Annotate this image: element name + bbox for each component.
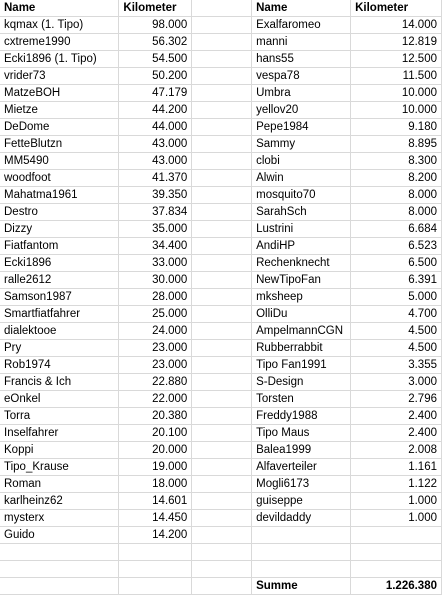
left-kilometer-cell[interactable]: 35.000 [119, 221, 192, 238]
table-row [0, 544, 442, 561]
table-row [0, 578, 442, 595]
empty-cell[interactable] [192, 238, 252, 255]
right-kilometer-cell[interactable]: 12.500 [351, 51, 442, 68]
empty-cell[interactable] [351, 544, 442, 561]
left-name-cell[interactable]: Ecki1896 [0, 255, 119, 272]
table-row [0, 306, 442, 323]
empty-cell[interactable] [0, 578, 119, 595]
table-row [0, 340, 442, 357]
left-kilometer-cell[interactable]: 14.450 [119, 510, 192, 527]
right-name-cell[interactable]: NewTipoFan [252, 272, 351, 289]
right-kilometer-cell[interactable]: 2.008 [351, 442, 442, 459]
right-name-cell[interactable]: Lustrini [252, 221, 351, 238]
right-name-cell[interactable]: hans55 [252, 51, 351, 68]
left-name-cell[interactable]: Destro [0, 204, 119, 221]
header-name-right[interactable]: Name [252, 0, 351, 17]
right-kilometer-cell[interactable]: 6.523 [351, 238, 442, 255]
left-name-cell[interactable]: Fiatfantom [0, 238, 119, 255]
right-kilometer-cell[interactable]: 4.500 [351, 340, 442, 357]
header-name-left[interactable]: Name [0, 0, 119, 17]
left-name-cell[interactable]: eOnkel [0, 391, 119, 408]
table-row [0, 272, 442, 289]
empty-cell[interactable] [192, 68, 252, 85]
empty-cell[interactable] [192, 527, 252, 544]
right-name-cell[interactable]: Balea1999 [252, 442, 351, 459]
empty-cell[interactable] [192, 510, 252, 527]
left-name-cell[interactable]: karlheinz62 [0, 493, 119, 510]
table-row [0, 510, 442, 527]
empty-cell[interactable] [192, 0, 252, 17]
table-row [0, 476, 442, 493]
left-name-cell[interactable]: Mietze [0, 102, 119, 119]
empty-cell[interactable] [192, 391, 252, 408]
table-row [0, 187, 442, 204]
empty-cell[interactable] [252, 527, 351, 544]
right-name-cell[interactable]: Alfaverteiler [252, 459, 351, 476]
empty-cell[interactable] [351, 527, 442, 544]
right-kilometer-cell[interactable]: 6.684 [351, 221, 442, 238]
left-name-cell[interactable]: Ecki1896 (1. Tipo) [0, 51, 119, 68]
empty-cell[interactable] [252, 561, 351, 578]
right-name-cell[interactable]: mosquito70 [252, 187, 351, 204]
empty-cell[interactable] [192, 544, 252, 561]
left-kilometer-cell[interactable]: 20.380 [119, 408, 192, 425]
empty-cell[interactable] [192, 221, 252, 238]
left-kilometer-cell[interactable]: 47.179 [119, 85, 192, 102]
left-kilometer-cell[interactable]: 44.000 [119, 119, 192, 136]
table-row [0, 561, 442, 578]
table-row [0, 102, 442, 119]
right-name-cell[interactable]: mksheep [252, 289, 351, 306]
right-name-cell[interactable]: Sammy [252, 136, 351, 153]
empty-cell[interactable] [192, 17, 252, 34]
table-row [0, 459, 442, 476]
left-name-cell[interactable]: cxtreme1990 [0, 34, 119, 51]
right-name-cell[interactable]: vespa78 [252, 68, 351, 85]
left-name-cell[interactable]: Rob1974 [0, 357, 119, 374]
left-kilometer-cell[interactable]: 56.302 [119, 34, 192, 51]
left-kilometer-cell[interactable]: 30.000 [119, 272, 192, 289]
right-kilometer-cell[interactable]: 10.000 [351, 102, 442, 119]
left-name-cell[interactable]: dialektooe [0, 323, 119, 340]
right-kilometer-cell[interactable]: 3.000 [351, 374, 442, 391]
right-kilometer-cell[interactable]: 1.000 [351, 493, 442, 510]
left-kilometer-cell[interactable]: 50.200 [119, 68, 192, 85]
empty-cell[interactable] [192, 561, 252, 578]
empty-cell[interactable] [119, 561, 192, 578]
left-name-cell[interactable]: Pry [0, 340, 119, 357]
right-name-cell[interactable]: Rubberrabbit [252, 340, 351, 357]
right-kilometer-cell[interactable]: 8.000 [351, 204, 442, 221]
empty-cell[interactable] [0, 544, 119, 561]
left-name-cell[interactable]: Guido [0, 527, 119, 544]
right-name-cell[interactable]: Pepe1984 [252, 119, 351, 136]
table-row [0, 323, 442, 340]
header-row [0, 0, 442, 17]
right-kilometer-cell[interactable]: 8.200 [351, 170, 442, 187]
right-kilometer-cell[interactable]: 9.180 [351, 119, 442, 136]
left-kilometer-cell[interactable]: 34.400 [119, 238, 192, 255]
empty-cell[interactable] [192, 289, 252, 306]
empty-cell[interactable] [192, 204, 252, 221]
right-kilometer-cell[interactable]: 5.000 [351, 289, 442, 306]
right-name-cell[interactable]: Umbra [252, 85, 351, 102]
left-kilometer-cell[interactable]: 25.000 [119, 306, 192, 323]
table-row [0, 289, 442, 306]
summary-total[interactable]: 1.226.380 [351, 578, 442, 595]
left-kilometer-cell[interactable]: 37.834 [119, 204, 192, 221]
left-kilometer-cell[interactable]: 22.880 [119, 374, 192, 391]
table-row [0, 493, 442, 510]
right-name-cell[interactable]: S-Design [252, 374, 351, 391]
right-kilometer-cell[interactable]: 8.000 [351, 187, 442, 204]
left-kilometer-cell[interactable]: 14.200 [119, 527, 192, 544]
left-name-cell[interactable]: Smartfiatfahrer [0, 306, 119, 323]
right-kilometer-cell[interactable]: 8.300 [351, 153, 442, 170]
right-kilometer-cell[interactable]: 1.000 [351, 510, 442, 527]
left-name-cell[interactable]: Koppi [0, 442, 119, 459]
right-name-cell[interactable]: Alwin [252, 170, 351, 187]
right-kilometer-cell[interactable]: 2.796 [351, 391, 442, 408]
left-kilometer-cell[interactable]: 98.000 [119, 17, 192, 34]
left-name-cell[interactable]: Dizzy [0, 221, 119, 238]
right-name-cell[interactable]: Exalfaromeo [252, 17, 351, 34]
right-name-cell[interactable]: Tipo Fan1991 [252, 357, 351, 374]
left-kilometer-cell[interactable]: 28.000 [119, 289, 192, 306]
right-kilometer-cell[interactable]: 2.400 [351, 408, 442, 425]
empty-cell[interactable] [192, 476, 252, 493]
left-kilometer-cell[interactable]: 20.100 [119, 425, 192, 442]
left-kilometer-cell[interactable]: 54.500 [119, 51, 192, 68]
left-name-cell[interactable]: FetteBlutzn [0, 136, 119, 153]
empty-cell[interactable] [192, 425, 252, 442]
right-kilometer-cell[interactable]: 11.500 [351, 68, 442, 85]
left-kilometer-cell[interactable]: 24.000 [119, 323, 192, 340]
left-kilometer-cell[interactable]: 22.000 [119, 391, 192, 408]
table-row [0, 527, 442, 544]
left-kilometer-cell[interactable]: 14.601 [119, 493, 192, 510]
left-kilometer-cell[interactable]: 23.000 [119, 340, 192, 357]
left-kilometer-cell[interactable]: 44.200 [119, 102, 192, 119]
table-row [0, 221, 442, 238]
left-name-cell[interactable]: Tipo_Krause [0, 459, 119, 476]
left-name-cell[interactable]: Roman [0, 476, 119, 493]
left-name-cell[interactable]: mysterx [0, 510, 119, 527]
right-kilometer-cell[interactable]: 8.895 [351, 136, 442, 153]
right-name-cell[interactable]: Tipo Maus [252, 425, 351, 442]
empty-cell[interactable] [192, 34, 252, 51]
right-kilometer-cell[interactable]: 3.355 [351, 357, 442, 374]
left-name-cell[interactable]: ralle2612 [0, 272, 119, 289]
right-kilometer-cell[interactable]: 1.122 [351, 476, 442, 493]
empty-cell[interactable] [192, 85, 252, 102]
right-name-cell[interactable]: Mogli6173 [252, 476, 351, 493]
empty-cell[interactable] [192, 493, 252, 510]
left-name-cell[interactable]: kqmax (1. Tipo) [0, 17, 119, 34]
left-name-cell[interactable]: Samson1987 [0, 289, 119, 306]
right-name-cell[interactable]: SarahSch [252, 204, 351, 221]
left-name-cell[interactable]: vrider73 [0, 68, 119, 85]
right-kilometer-cell[interactable]: 4.500 [351, 323, 442, 340]
empty-cell[interactable] [192, 323, 252, 340]
empty-cell[interactable] [351, 561, 442, 578]
left-kilometer-cell[interactable]: 20.000 [119, 442, 192, 459]
right-name-cell[interactable]: yellov20 [252, 102, 351, 119]
empty-cell[interactable] [192, 578, 252, 595]
left-kilometer-cell[interactable]: 43.000 [119, 136, 192, 153]
right-kilometer-cell[interactable]: 4.700 [351, 306, 442, 323]
empty-cell[interactable] [192, 357, 252, 374]
left-name-cell[interactable]: MatzeBOH [0, 85, 119, 102]
empty-cell[interactable] [192, 119, 252, 136]
header-kilometer-right[interactable]: Kilometer [351, 0, 442, 17]
table-row [0, 442, 442, 459]
empty-cell[interactable] [192, 153, 252, 170]
left-kilometer-cell[interactable]: 23.000 [119, 357, 192, 374]
right-name-cell[interactable]: devildaddy [252, 510, 351, 527]
empty-cell[interactable] [192, 51, 252, 68]
left-name-cell[interactable]: Inselfahrer [0, 425, 119, 442]
header-kilometer-left[interactable]: Kilometer [119, 0, 192, 17]
left-name-cell[interactable]: woodfoot [0, 170, 119, 187]
left-kilometer-cell[interactable]: 41.370 [119, 170, 192, 187]
empty-cell[interactable] [192, 459, 252, 476]
table-row [0, 119, 442, 136]
table-row [0, 425, 442, 442]
left-kilometer-cell[interactable]: 19.000 [119, 459, 192, 476]
right-kilometer-cell[interactable]: 14.000 [351, 17, 442, 34]
table-row [0, 170, 442, 187]
table-row [0, 391, 442, 408]
table-row [0, 255, 442, 272]
right-kilometer-cell[interactable]: 6.500 [351, 255, 442, 272]
empty-cell[interactable] [192, 340, 252, 357]
empty-cell[interactable] [0, 561, 119, 578]
empty-cell[interactable] [119, 544, 192, 561]
right-kilometer-cell[interactable]: 2.400 [351, 425, 442, 442]
empty-cell[interactable] [252, 544, 351, 561]
table-row [0, 357, 442, 374]
table-row [0, 17, 442, 34]
right-name-cell[interactable]: AmpelmannCGN [252, 323, 351, 340]
right-name-cell[interactable]: Rechenknecht [252, 255, 351, 272]
empty-cell[interactable] [192, 170, 252, 187]
empty-cell[interactable] [192, 187, 252, 204]
table-row [0, 238, 442, 255]
right-name-cell[interactable]: clobi [252, 153, 351, 170]
table-row [0, 408, 442, 425]
left-name-cell[interactable]: DeDome [0, 119, 119, 136]
right-name-cell[interactable]: Torsten [252, 391, 351, 408]
left-kilometer-cell[interactable]: 33.000 [119, 255, 192, 272]
right-name-cell[interactable]: manni [252, 34, 351, 51]
right-name-cell[interactable]: AndiHP [252, 238, 351, 255]
left-kilometer-cell[interactable]: 43.000 [119, 153, 192, 170]
table-row [0, 153, 442, 170]
table-row [0, 85, 442, 102]
table-row [0, 34, 442, 51]
summary-label[interactable]: Summe [252, 578, 351, 595]
left-kilometer-cell[interactable]: 18.000 [119, 476, 192, 493]
empty-cell[interactable] [192, 255, 252, 272]
left-name-cell[interactable]: Francis & Ich [0, 374, 119, 391]
empty-cell[interactable] [192, 442, 252, 459]
empty-cell[interactable] [192, 272, 252, 289]
left-name-cell[interactable]: Mahatma1961 [0, 187, 119, 204]
right-kilometer-cell[interactable]: 1.161 [351, 459, 442, 476]
right-kilometer-cell[interactable]: 6.391 [351, 272, 442, 289]
empty-cell[interactable] [192, 374, 252, 391]
empty-cell[interactable] [192, 408, 252, 425]
empty-cell[interactable] [192, 102, 252, 119]
empty-cell[interactable] [192, 306, 252, 323]
table-row [0, 136, 442, 153]
left-name-cell[interactable]: MM5490 [0, 153, 119, 170]
empty-cell[interactable] [192, 136, 252, 153]
right-name-cell[interactable]: Freddy1988 [252, 408, 351, 425]
right-kilometer-cell[interactable]: 12.819 [351, 34, 442, 51]
table-row [0, 374, 442, 391]
right-name-cell[interactable]: guiseppe [252, 493, 351, 510]
table-row [0, 204, 442, 221]
left-name-cell[interactable]: Torra [0, 408, 119, 425]
table-row [0, 51, 442, 68]
empty-cell[interactable] [119, 578, 192, 595]
table-row [0, 68, 442, 85]
right-kilometer-cell[interactable]: 10.000 [351, 85, 442, 102]
right-name-cell[interactable]: OlliDu [252, 306, 351, 323]
left-kilometer-cell[interactable]: 39.350 [119, 187, 192, 204]
